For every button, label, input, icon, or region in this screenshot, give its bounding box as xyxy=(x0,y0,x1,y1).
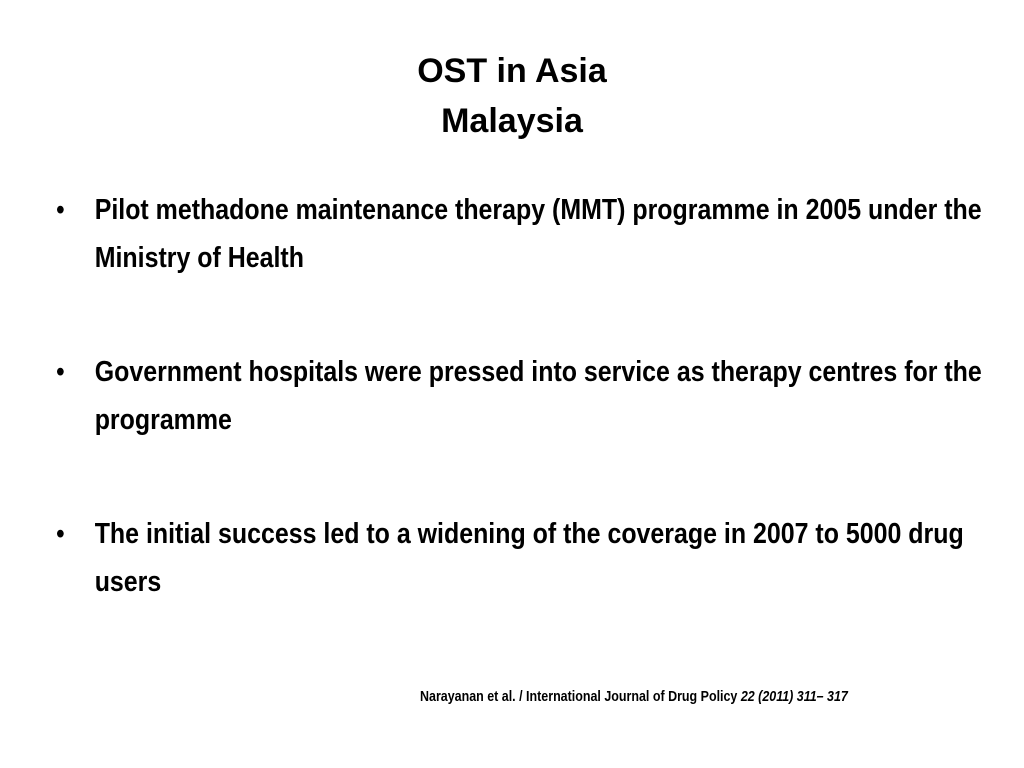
slide-title-line-1: OST in Asia xyxy=(417,52,607,90)
slide-title-line-2: Malaysia xyxy=(441,102,583,140)
bullet-marker: • xyxy=(56,356,65,388)
bullet-text-1: Pilot methadone maintenance therapy (MMT) programme in 2005 under the Ministry of Health xyxy=(94,194,982,274)
bullet-list xyxy=(56,186,982,606)
slide-title xyxy=(0,46,1024,146)
citation-volume: 22 (2011) 311– 317 xyxy=(740,689,848,705)
bullet-marker: • xyxy=(56,194,65,226)
bullet-text-2: Government hospitals were pressed into service as therapy centres for the programme xyxy=(94,356,982,436)
citation-source: Narayanan et al. / International Journal of Drug Policy xyxy=(420,689,738,705)
bullet-item-2 xyxy=(56,348,989,444)
bullet-item-1 xyxy=(56,186,989,282)
bullet-item-3 xyxy=(56,510,989,606)
citation xyxy=(420,687,848,707)
bullet-marker: • xyxy=(56,518,65,550)
bullet-text-3: The initial success led to a widening of the coverage in 2007 to 5000 drug users xyxy=(94,518,964,598)
